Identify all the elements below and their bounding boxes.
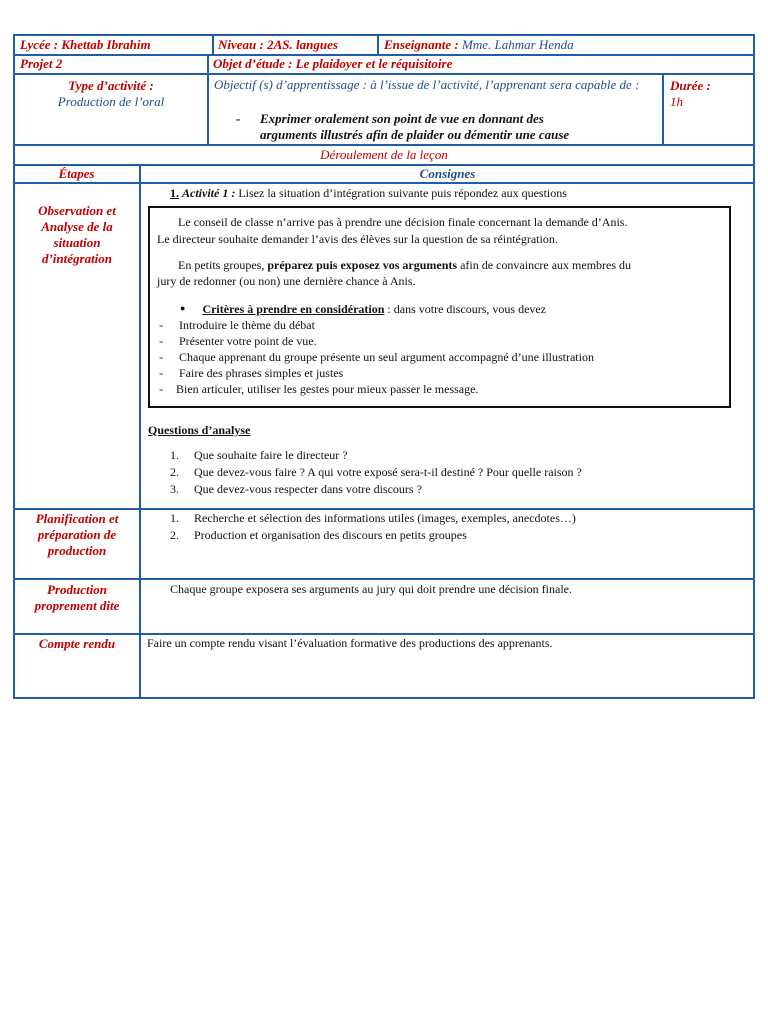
niveau: Niveau : 2AS. langues xyxy=(218,37,338,52)
etapes-header: Étapes xyxy=(58,166,95,181)
type-activite-label: Type d’activité : xyxy=(68,78,154,93)
criteres-title: Critères à prendre en considération xyxy=(202,302,385,316)
production-text: Chaque groupe exposera ses arguments au jury qui doit prendre une décision finale. xyxy=(170,582,572,596)
duree-value: 1h xyxy=(670,94,683,109)
criteres-list xyxy=(159,317,719,397)
critere-item: - Introduire le thème du débat xyxy=(159,318,315,332)
critere-item: - Chaque apprenant du groupe présente un seul argument accompagné d’une illustration xyxy=(159,350,594,364)
step-planification: Planification et préparation de production xyxy=(35,511,119,558)
situation-p1-line2: Le directeur souhaite demander l’avis des élèves sur la question de sa réintégration. xyxy=(157,232,558,246)
activite-instruction xyxy=(170,185,755,201)
enseignante xyxy=(384,37,754,53)
col-divider xyxy=(139,164,141,699)
activite-number: 1. xyxy=(170,186,179,200)
deroulement-title: Déroulement de la leçon xyxy=(320,147,448,162)
situation-p2-line2: jury de redonner (ou non) une dernière chance à Anis. xyxy=(157,274,416,288)
objet-etude: Objet d’étude : Le plaidoyer et le réquisitoire xyxy=(213,56,453,71)
row-divider xyxy=(13,73,755,75)
compte-rendu-text: Faire un compte rendu visant l’évaluation formative des productions des apprenants. xyxy=(147,636,553,650)
consignes-header: Consignes xyxy=(419,166,476,181)
question-item: 3. Que devez-vous respecter dans votre discours ? xyxy=(170,482,422,496)
critere-item: - Bien articuler, utiliser les gestes pour mieux passer le message. xyxy=(159,382,479,396)
activite-text: Lisez la situation d’intégration suivante puis répondez aux questions xyxy=(235,186,567,200)
col-divider xyxy=(207,54,209,145)
step-observation: Observation et Analyse de la situation d’intégration xyxy=(38,203,116,266)
row-divider xyxy=(13,578,755,580)
col-divider xyxy=(662,73,664,145)
lycee-name: Lycée : Khettab Ibrahim xyxy=(20,37,151,52)
objectif-item-line1: Exprimer oralement son point de vue en donnant des xyxy=(260,111,544,126)
critere-item: - Présenter votre point de vue. xyxy=(159,334,317,348)
projet: Projet 2 xyxy=(20,56,63,71)
planification-item: 2. Production et organisation des discours en petits groupes xyxy=(170,528,467,542)
planification-item: 1. Recherche et sélection des informations utiles (images, exemples, anecdotes…) xyxy=(170,511,576,525)
objectif-dash: - xyxy=(236,111,241,126)
duree-label: Durée : xyxy=(670,78,711,93)
planification-list xyxy=(170,510,750,544)
type-activite-value: Production de l’oral xyxy=(57,94,165,109)
col-divider xyxy=(212,34,214,55)
enseignante-name: Mme. Lahmar Henda xyxy=(462,37,574,52)
critere-item: - Faire des phrases simples et justes xyxy=(159,366,344,380)
bullet-icon: ● xyxy=(180,303,186,313)
row-divider xyxy=(13,182,755,184)
situation-p1-line1: Le conseil de classe n’arrive pas à prendre une décision finale concernant la demande d’Anis. xyxy=(178,215,628,229)
objectif-item-line2: arguments illustrés afin de plaider ou démentir une cause xyxy=(260,127,570,142)
enseignante-label: Enseignante : xyxy=(384,37,463,52)
step-production: Production proprement dite xyxy=(34,582,120,613)
row-divider xyxy=(13,144,755,146)
questions-title: Questions d’analyse xyxy=(148,423,251,437)
objectif-intro: Objectif (s) d’apprentissage : à l’issue de l’activité, l’apprenant sera capable de : xyxy=(214,77,640,92)
criteres-rest: : dans votre discours, vous devez xyxy=(384,302,547,316)
questions-list xyxy=(170,447,750,498)
criteres-heading xyxy=(180,300,730,317)
question-item: 1. Que souhaite faire le directeur ? xyxy=(170,448,348,462)
situation-p2-line1: En petits groupes, préparez puis exposez vos arguments afin de convaincre aux membres du xyxy=(178,258,632,272)
step-compte-rendu: Compte rendu xyxy=(38,636,116,651)
activite-label: Activité 1 : xyxy=(182,186,236,200)
question-item: 2. Que devez-vous faire ? A qui votre exposé sera-t-il destiné ? Pour quelle raison ? xyxy=(170,465,582,479)
